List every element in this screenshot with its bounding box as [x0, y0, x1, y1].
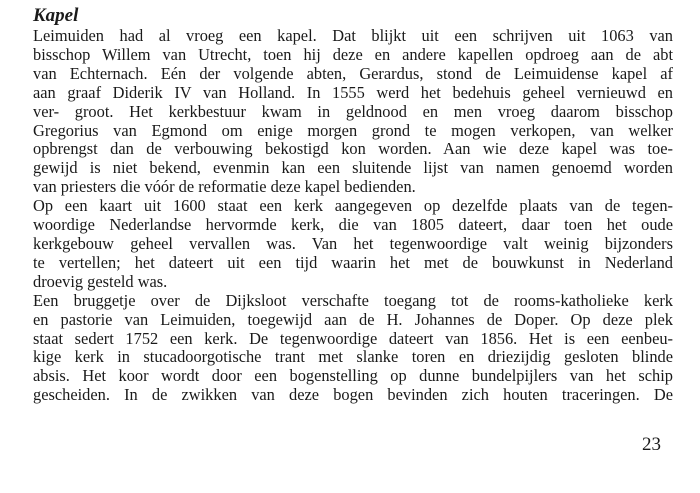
text-line: gewijd is niet bekend, evenmin kan een sluitende lijst van namen genoemd worden: [33, 158, 673, 178]
text-line: woordige Nederlandse hervormde kerk, die van 1805 dateert, daar toen het oude: [33, 215, 673, 235]
text-line: ver- groot. Het kerkbestuur kwam in geldnood en men vroeg daarom bisschop: [33, 101, 673, 121]
text-line: aan graaf Diderik IV van Holland. In 1555 werd het bedehuis geheel vernieuwd en: [33, 82, 673, 102]
text-line: van Echternach. Eén der volgende abten, Gerardus, stond de Leimuidense kapel af: [33, 63, 673, 83]
text-line: te vertellen; het dateert uit een tijd waarin het met de bouwkunst in Nederland: [33, 252, 673, 272]
section-heading: Kapel: [33, 5, 79, 26]
paragraph-rooms-katholieke-kerk: [33, 292, 673, 405]
paragraph-kapel-history: [33, 27, 673, 197]
text-line: kige kerk in stucadoorgotische trant met slanke toren en driezijdig gesloten blinde: [33, 347, 673, 367]
body-text: [33, 27, 673, 405]
text-line: Leimuiden had al vroeg een kapel. Dat blijkt uit een schrijven uit 1063 van: [33, 26, 673, 45]
text-line: en pastorie van Leimuiden, toegewijd aan de H. Johannes de Doper. Op deze plek: [33, 309, 673, 329]
page-number: 23: [642, 434, 661, 455]
text-line: kerkgebouw geheel vervallen was. Van het tegenwoordige valt weinig bijzonders: [33, 233, 673, 253]
text-line: van priesters die vóór de reformatie deze kapel bedienden.: [33, 177, 416, 197]
text-line: gescheiden. In de zwikken van deze bogen bevinden zich houten traceringen. De: [33, 385, 673, 405]
text-line: Op een kaart uit 1600 staat een kerk aangegeven op dezelfde plaats van de tegen-: [33, 196, 673, 216]
text-line: staat sedert 1752 een kerk. De tegenwoordige dateert van 1856. Het is een eenbeu-: [33, 328, 673, 348]
paragraph-hervormde-kerk: [33, 197, 673, 292]
text-line: Gregorius van Egmond om enige morgen grond te mogen verkopen, van welker: [33, 120, 673, 140]
text-line: opbrengst dan de verbouwing bekostigd kon worden. Aan wie deze kapel was toe-: [33, 139, 673, 159]
text-line: droevig gesteld was.: [33, 271, 168, 291]
text-line: absis. Het koor wordt door een bogenstelling op dunne bundelpijlers van het schip: [33, 366, 673, 386]
text-line: bisschop Willem van Utrecht, toen hij deze en andere kapellen opdroeg aan de abt: [33, 44, 673, 64]
text-line: Een bruggetje over de Dijksloot verschafte toegang tot de rooms-katholieke kerk: [33, 290, 673, 310]
